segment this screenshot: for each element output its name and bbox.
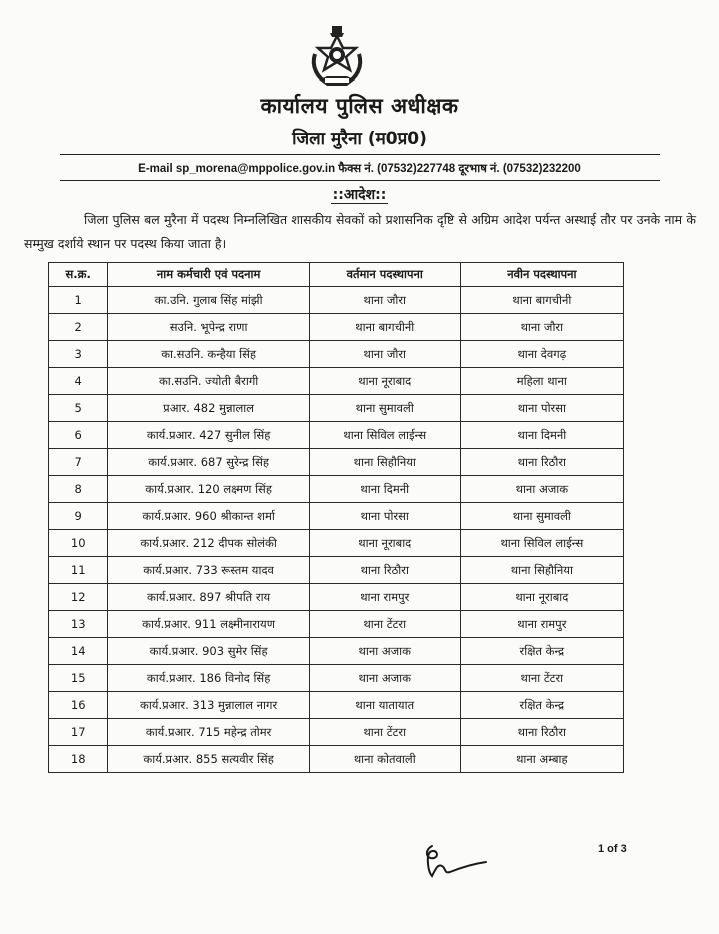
- table-row: [49, 476, 624, 503]
- cell-employee-name: कार्य.प्रआर. 120 लक्ष्मण सिंह: [108, 476, 309, 503]
- cell-new-posting: महिला थाना: [460, 368, 623, 395]
- cell-new-posting: थाना रामपुर: [460, 611, 623, 638]
- cell-new-posting: थाना बागचीनी: [460, 287, 623, 314]
- cell-new-posting: थाना दिमनी: [460, 422, 623, 449]
- table-row: [49, 638, 624, 665]
- table-row: [49, 719, 624, 746]
- cell-current-posting: थाना रिठौरा: [309, 557, 460, 584]
- cell-new-posting: थाना देवगढ़: [460, 341, 623, 368]
- cell-new-posting: थाना सिविल लाईन्स: [460, 530, 623, 557]
- cell-serial-number: 14: [49, 638, 108, 665]
- office-title: कार्यालय पुलिस अधीक्षक: [260, 94, 459, 118]
- cell-employee-name: कार्य.प्रआर. 911 लक्ष्मीनारायण: [108, 611, 309, 638]
- cell-employee-name: कार्य.प्रआर. 687 सुरेन्द्र सिंह: [108, 449, 309, 476]
- cell-employee-name: कार्य.प्रआर. 186 विनोद सिंह: [108, 665, 309, 692]
- header-divider: [60, 154, 660, 155]
- table-row: [49, 557, 624, 584]
- cell-new-posting: थाना पोरसा: [460, 395, 623, 422]
- order-intro-paragraph: जिला पुलिस बल मुरैना में पदस्थ निम्नलिखित शासकीय सेवकों को प्रशासनिक दृष्टि से अग्रिम आदेश पर्यन्त अस्थाई तौर पर उनके नाम के सम्मुख दर्शाये स्थान पर पदस्थ किया जाता है।: [24, 212, 696, 251]
- cell-serial-number: 9: [49, 503, 108, 530]
- cell-new-posting: थाना रिठौरा: [460, 449, 623, 476]
- cell-new-posting: थाना नूराबाद: [460, 584, 623, 611]
- cell-new-posting: थाना टेंटरा: [460, 665, 623, 692]
- cell-current-posting: थाना अजाक: [309, 638, 460, 665]
- header-employee-name: नाम कर्मचारी एवं पदनाम: [108, 263, 309, 287]
- cell-employee-name: का.सउनि. ज्योती बैरागी: [108, 368, 309, 395]
- cell-new-posting: थाना जौरा: [460, 314, 623, 341]
- table-row: [49, 692, 624, 719]
- order-heading: [0, 185, 719, 204]
- cell-employee-name: कार्य.प्रआर. 897 श्रीपति राय: [108, 584, 309, 611]
- table-row: [49, 287, 624, 314]
- table-row: [49, 530, 624, 557]
- table-row: [49, 341, 624, 368]
- cell-employee-name: का.सउनि. कन्हैया सिंह: [108, 341, 309, 368]
- cell-employee-name: सउनि. भूपेन्द्र राणा: [108, 314, 309, 341]
- cell-employee-name: कार्य.प्रआर. 903 सुमेर सिंह: [108, 638, 309, 665]
- table-body: [49, 287, 624, 773]
- transfer-table: [48, 262, 624, 773]
- cell-employee-name: प्रआर. 482 मुन्नालाल: [108, 395, 309, 422]
- cell-current-posting: थाना सुमावली: [309, 395, 460, 422]
- cell-serial-number: 2: [49, 314, 108, 341]
- cell-serial-number: 18: [49, 746, 108, 773]
- cell-employee-name: कार्य.प्रआर. 715 महेन्द्र तोमर: [108, 719, 309, 746]
- cell-current-posting: थाना पोरसा: [309, 503, 460, 530]
- cell-current-posting: थाना नूराबाद: [309, 530, 460, 557]
- order-heading-text: ::आदेश::: [332, 187, 387, 203]
- cell-serial-number: 7: [49, 449, 108, 476]
- cell-employee-name: कार्य.प्रआर. 960 श्रीकान्त शर्मा: [108, 503, 309, 530]
- cell-serial-number: 10: [49, 530, 108, 557]
- table-row: [49, 422, 624, 449]
- cell-current-posting: थाना बागचीनी: [309, 314, 460, 341]
- cell-new-posting: थाना सुमावली: [460, 503, 623, 530]
- cell-current-posting: थाना यातायात: [309, 692, 460, 719]
- cell-new-posting: थाना अजाक: [460, 476, 623, 503]
- header-current-posting: वर्तमान पदस्थापना: [309, 263, 460, 287]
- police-emblem-icon: [305, 24, 369, 92]
- cell-current-posting: थाना जौरा: [309, 287, 460, 314]
- cell-new-posting: थाना सिहौनिया: [460, 557, 623, 584]
- cell-serial-number: 13: [49, 611, 108, 638]
- header-new-posting: नवीन पदस्थापना: [460, 263, 623, 287]
- cell-employee-name: का.उनि. गुलाब सिंह मांझी: [108, 287, 309, 314]
- table-row: [49, 314, 624, 341]
- cell-employee-name: कार्य.प्रआर. 212 दीपक सोलंकी: [108, 530, 309, 557]
- cell-serial-number: 11: [49, 557, 108, 584]
- contact-line: E-mail sp_morena@mppolice.gov.in फैक्स नं. (07532)227748 दूरभाष नं. (07532)232200: [138, 163, 581, 175]
- cell-new-posting: रक्षित केन्द्र: [460, 638, 623, 665]
- cell-serial-number: 6: [49, 422, 108, 449]
- cell-serial-number: 15: [49, 665, 108, 692]
- cell-serial-number: 3: [49, 341, 108, 368]
- cell-current-posting: थाना टेंटरा: [309, 611, 460, 638]
- cell-current-posting: थाना रामपुर: [309, 584, 460, 611]
- table-row: [49, 368, 624, 395]
- cell-employee-name: कार्य.प्रआर. 313 मुन्नालाल नागर: [108, 692, 309, 719]
- cell-current-posting: थाना जौरा: [309, 341, 460, 368]
- cell-serial-number: 8: [49, 476, 108, 503]
- table-header-row: [49, 263, 624, 287]
- table-row: [49, 449, 624, 476]
- table-row: [49, 746, 624, 773]
- cell-employee-name: कार्य.प्रआर. 733 रूस्तम यादव: [108, 557, 309, 584]
- cell-current-posting: थाना दिमनी: [309, 476, 460, 503]
- cell-current-posting: थाना सिहौनिया: [309, 449, 460, 476]
- cell-employee-name: कार्य.प्रआर. 855 सत्यवीर सिंह: [108, 746, 309, 773]
- header-divider-bottom: [60, 180, 660, 181]
- cell-new-posting: थाना रिठौरा: [460, 719, 623, 746]
- signature-icon: [420, 838, 490, 883]
- district-title: जिला मुरैना (म0प्र0): [292, 129, 427, 149]
- cell-serial-number: 12: [49, 584, 108, 611]
- header-serial-number: स.क्र.: [49, 263, 108, 287]
- cell-current-posting: थाना अजाक: [309, 665, 460, 692]
- cell-current-posting: थाना नूराबाद: [309, 368, 460, 395]
- table-row: [49, 584, 624, 611]
- cell-new-posting: रक्षित केन्द्र: [460, 692, 623, 719]
- table-row: [49, 611, 624, 638]
- table-row: [49, 665, 624, 692]
- cell-new-posting: थाना अम्बाह: [460, 746, 623, 773]
- cell-employee-name: कार्य.प्रआर. 427 सुनील सिंह: [108, 422, 309, 449]
- table-row: [49, 503, 624, 530]
- page-number: 1 of 3: [598, 843, 627, 855]
- cell-serial-number: 17: [49, 719, 108, 746]
- cell-serial-number: 1: [49, 287, 108, 314]
- table-row: [49, 395, 624, 422]
- cell-serial-number: 4: [49, 368, 108, 395]
- cell-current-posting: थाना कोतवाली: [309, 746, 460, 773]
- cell-current-posting: थाना सिविल लाईन्स: [309, 422, 460, 449]
- cell-current-posting: थाना टेंटरा: [309, 719, 460, 746]
- cell-serial-number: 16: [49, 692, 108, 719]
- cell-serial-number: 5: [49, 395, 108, 422]
